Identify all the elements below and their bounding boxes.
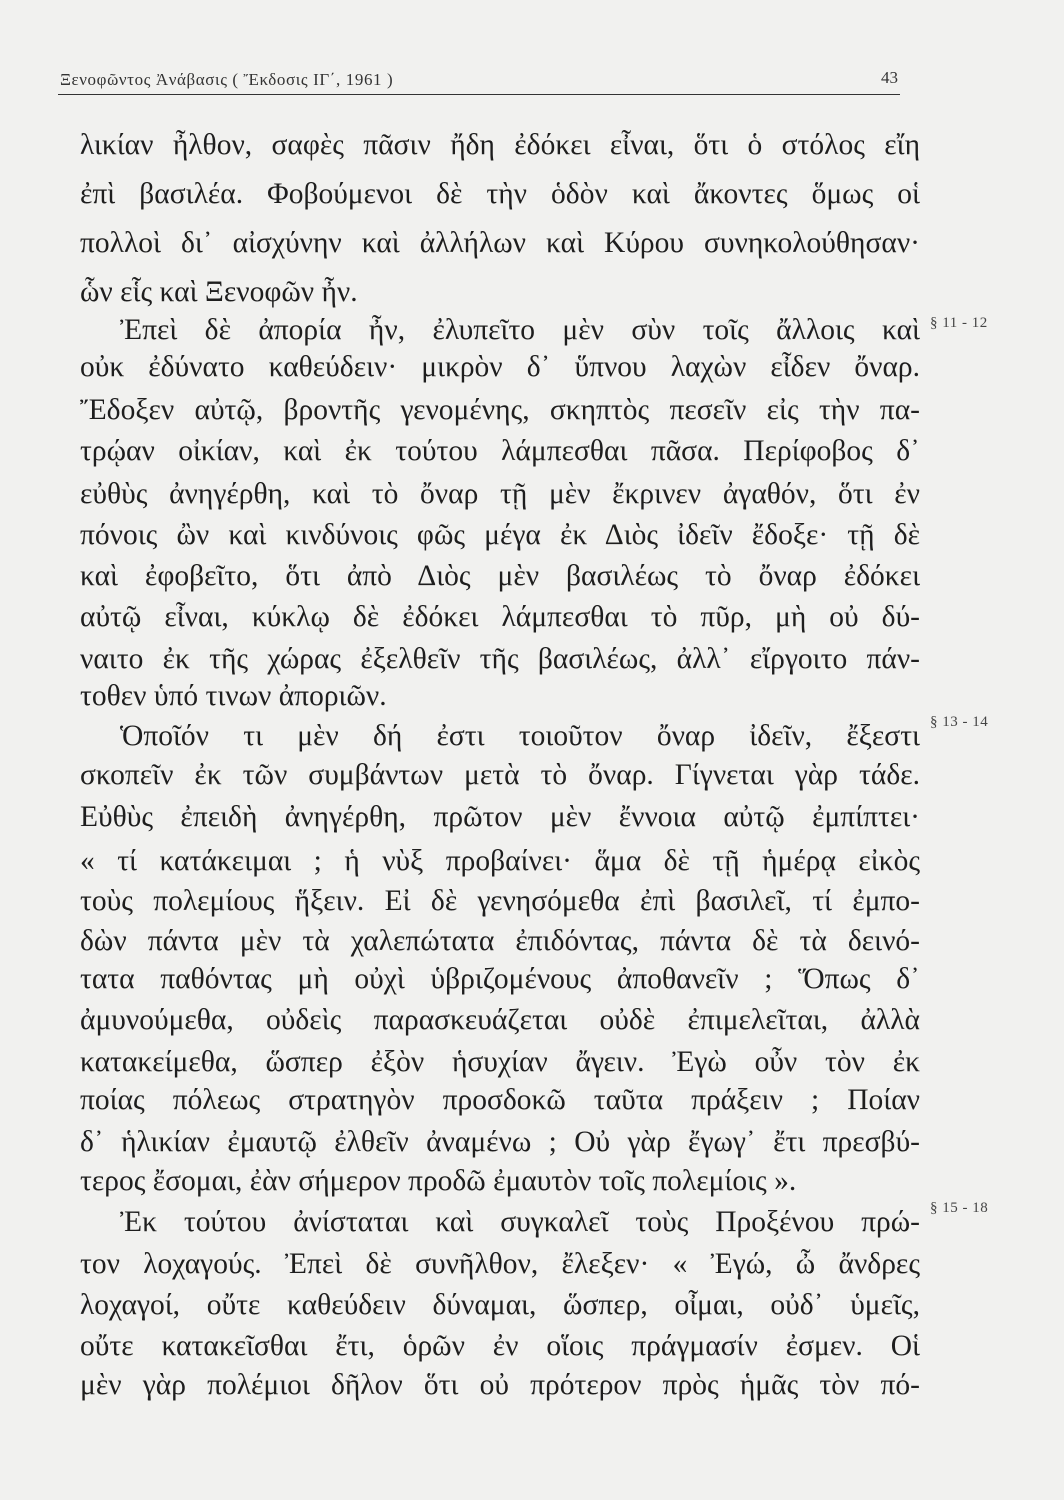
text-line: καὶ ἐφοβεῖτο, ὅτι ἀπὸ Διὸς μὲν βασιλέως τὸ ὄναρ ἐδόκει [80,560,920,592]
section-marker: § 11 - 12 [930,315,988,331]
text-line: πολλοὶ δι᾽ αἰσχύνην καὶ ἀλλήλων καὶ Κύρου συνηκολούθησαν· [80,227,920,259]
paragraph-first-line: Ὁποῖόν τι μὲν δή ἐστι τοιοῦτον ὄναρ ἰδεῖν, ἔξεστι [120,720,920,752]
text-line: ὧν εἷς καὶ Ξενοφῶν ἦν. [80,276,358,308]
section-marker: § 13 - 14 [930,714,989,730]
text-line: τοὺς πολεμίους ἥξειν. Εἰ δὲ γενησόμεθα ἐπὶ βασιλεῖ, τί ἐμπο- [80,885,920,917]
text-line: λικίαν ἦλθον, σαφὲς πᾶσιν ἤδη ἐδόκει εἶναι, ὅτι ὁ στόλος εἴη [80,129,920,161]
text-line: μὲν γὰρ πολέμιοι δῆλον ὅτι οὐ πρότερον πρὸς ἡμᾶς τὸν πό- [80,1369,920,1401]
text-line: Εὐθὺς ἐπειδὴ ἀνηγέρθη, πρῶτον μὲν ἔννοια αὐτῷ ἐμπίπτει· [80,801,920,833]
section-marker: § 15 - 18 [930,1200,989,1216]
text-line: τοθεν ὑπό τινων ἀποριῶν. [80,680,387,712]
text-line: δ᾽ ἡλικίαν ἐμαυτῷ ἐλθεῖν ἀναμένω ; Οὐ γὰρ ἔγωγ᾽ ἔτι πρεσβύ- [80,1126,920,1158]
text-line: πόνοις ὢν καὶ κινδύνοις φῶς μέγα ἐκ Διὸς ἰδεῖν ἔδοξε· τῇ δὲ [80,519,920,551]
text-line: ἐπὶ βασιλέα. Φοβούμενοι δὲ τὴν ὁδὸν καὶ ἄκοντες ὅμως οἱ [80,178,920,210]
text-line: σκοπεῖν ἐκ τῶν συμβάντων μετὰ τὸ ὄναρ. Γίγνεται γὰρ τάδε. [80,759,920,791]
text-line: δὼν πάντα μὲν τὰ χαλεπώτατα ἐπιδόντας, πάντα δὲ τὰ δεινό- [80,925,920,957]
text-line: οὔτε κατακεῖσθαι ἔτι, ὁρῶν ἐν οἵοις πράγμασίν ἐσμεν. Οἱ [80,1330,920,1362]
text-line: τρῴαν οἰκίαν, καὶ ἐκ τούτου λάμπεσθαι πᾶσα. Περίφοβος δ᾽ [80,435,920,467]
page-header [58,64,900,95]
paragraph-first-line: Ἐκ τούτου ἀνίσταται καὶ συγκαλεῖ τοὺς Προξένου πρώ- [120,1206,920,1238]
text-line: ποίας πόλεως στρατηγὸν προσδοκῶ ταῦτα πράξειν ; Ποίαν [80,1084,920,1116]
text-line: εὐθὺς ἀνηγέρθη, καὶ τὸ ὄναρ τῇ μὲν ἔκρινεν ἀγαθόν, ὅτι ἐν [80,478,920,510]
text-line: Ἔδοξεν αὐτῷ, βροντῆς γενομένης, σκηπτὸς πεσεῖν εἰς τὴν πα- [80,394,920,426]
page-number: 43 [881,68,898,87]
text-line: αὐτῷ εἶναι, κύκλῳ δὲ ἐδόκει λάμπεσθαι τὸ πῦρ, μὴ οὐ δύ- [80,601,920,633]
running-title: Ξενοφῶντος Ἀνάβασις ( Ἔκδοσις ΙΓ΄, 1961 ) [60,70,394,89]
text-line: ἀμυνούμεθα, οὐδεὶς παρασκευάζεται οὐδὲ ἐπιμελεῖται, ἀλλὰ [80,1004,920,1036]
paragraph-first-line: Ἐπεὶ δὲ ἀπορία ἦν, ἐλυπεῖτο μὲν σὺν τοῖς ἄλλοις καὶ [120,314,920,346]
text-line: ναιτο ἐκ τῆς χώρας ἐξελθεῖν τῆς βασιλέως, ἀλλ᾽ εἴργοιτο πάν- [80,643,920,675]
text-line: τον λοχαγούς. Ἐπεὶ δὲ συνῆλθον, ἔλεξεν· « Ἐγώ, ὦ ἄνδρες [80,1248,920,1280]
text-line: οὐκ ἐδύνατο καθεύδειν· μικρὸν δ᾽ ὕπνου λαχὼν εἶδεν ὄναρ. [80,351,920,383]
text-line: « τί κατάκειμαι ; ἡ νὺξ προβαίνει· ἅμα δὲ τῇ ἡμέρᾳ εἰκὸς [80,845,920,877]
text-line: τατα παθόντας μὴ οὐχὶ ὑβριζομένους ἀποθανεῖν ; Ὅπως δ᾽ [80,963,920,995]
text-line: κατακείμεθα, ὥσπερ ἐξὸν ἡσυχίαν ἄγειν. Ἐγὼ οὖν τὸν ἐκ [80,1046,920,1078]
text-line: λοχαγοί, οὔτε καθεύδειν δύναμαι, ὥσπερ, οἶμαι, οὐδ᾽ ὑμεῖς, [80,1289,920,1321]
text-line: τερος ἔσομαι, ἐὰν σήμερον προδῶ ἐμαυτὸν τοῖς πολεμίοις ». [80,1165,797,1197]
